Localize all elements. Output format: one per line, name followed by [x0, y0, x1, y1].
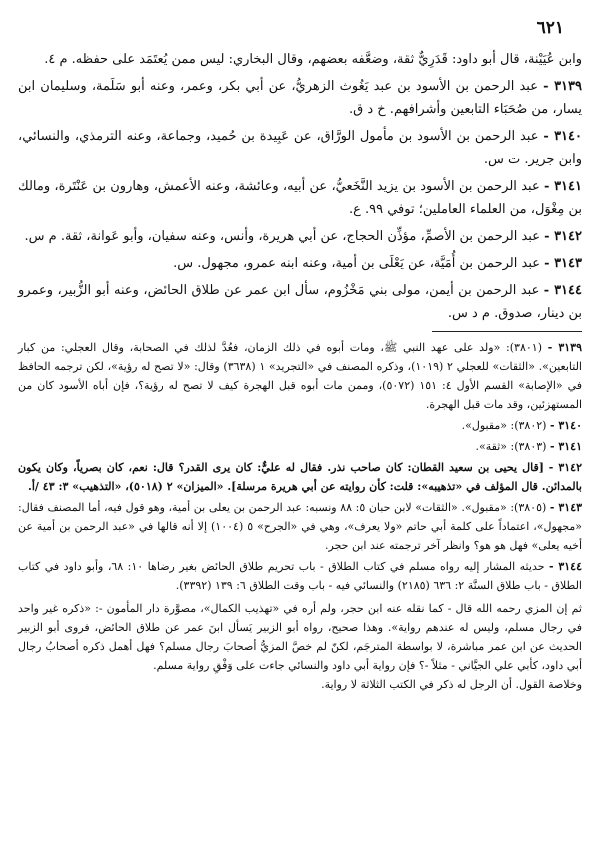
entry-text: عبد الرحمن بن الأسود بن عبد يَغُوث الزهريُّ، عن أبي بكر، وعمر، وعنه أبو سَلَمة، وسليمان ابن يسار، من صُحَبَاء التابعين وأشرافهم. خ د ق. — [18, 79, 582, 117]
entry-number: ٣١٤٣ - — [544, 256, 582, 271]
entry-3141 — [18, 175, 582, 221]
commentary-summary: وخلاصة القول. أن الرجل له ذكر في الكتب الثلاثة لا رواية. — [321, 678, 582, 691]
entry-3144 — [18, 279, 582, 325]
entry-continuation: وابن عُيَيْنة، قال أبو داود: قَدَرِيٌّ ثقة، وضعَّفه بعضهم، وقال البخاري: ليس ممن يُعتَمَد على حفظه. م ٤. — [44, 52, 582, 67]
entry-text: عبد الرحمن بن أيمن، مولى بني مَخْزُوم، سأل ابن عمر عن طلاق الحائض، وعنه أبو الزُّبير، وعمرو بن دينار، صدوق. م د س. — [18, 283, 582, 321]
footnote-text: (٣٨٠٥): «مقبول». «الثقات» لابن حبان ٥: ٨٨ ونسبه: عبد الرحمن بن يعلى بن أمية، وهو قول فيه، أما المصنف فقال: «مجهول»، اعتماداً على كلمة أبي حاتم «ولا يعرف»، وهي في «الجرح» ٥ (١٠٠٤) إلا أنه قالها في «عبد الرحمن بن أمية عن أخيه يعلى» فهل هو هو؟ وانظر آخر ترجمته عند ابن حجر. — [18, 501, 582, 552]
footnote-3144 — [18, 557, 582, 595]
entry-number: ٣١٤٠ - — [543, 129, 583, 144]
entry-text: عبد الرحمن بن أُمَيَّة، عن يَعْلَى بن أمية، وعنه ابنه عمرو، مجهول. س. — [173, 256, 540, 271]
footnote-text: (٣٨٠٢): «مقبول». — [461, 419, 547, 432]
page-number: ٦٢١ — [536, 18, 564, 38]
footnote-3140 — [18, 416, 582, 435]
entry-text: عبد الرحمن بن الأصمِّ، مؤذِّن الحجاج، عن أبي هريرة، وأنس، وعنه سفيان، وأبو عَوانة، ثقة. م س. — [24, 229, 540, 244]
entry-number: ٣١٣٩ - — [543, 79, 582, 94]
footnote-3141 — [18, 437, 582, 456]
footnote-3143 — [18, 498, 582, 555]
footnote-text: [قال يحيى بن سعيد القطان: كان صاحب نذر. فقال له عليٌّ: كان يرى القدر؟ قال: نعم، كان بصرياً، وكان يكون بالمدائن. قال المؤلف في «تذهيبه»: قلت: كأن روايته عن أبي هريرة مرسلة]. «الميزان» ٢ (٥٠١٨)، «التذهيب» ٣: ٤٣ /أ. — [18, 461, 582, 493]
entry-3143 — [18, 252, 582, 275]
footnote-number: ٣١٤٣ - — [549, 501, 583, 514]
footnote-text: (٣٨٠١): «ولد على عهد النبي ﷺ، ومات أبوه في ذلك الزمان، فعُدَّ لذلك في الصحابة، وقال العجلي: من كبار التابعين». «الثقات» للعجلي ٢ (١٠١٩)، وذكره المصنف في «التجريد» ١ (٣٦٣٨) وقال: «لا تصح له رؤية»، لكن ترجمه الحافظ في «الإصابة» القسم الأول ٤: ١٥١ (٥٠٧٢)، وممن مات أبوه قبل الهجرة كيف لا تصح له رؤية؟، فإن أباه الأسود كان من المستهزئين، وقد مات قبل الهجرة. — [18, 341, 583, 411]
footnote-number: ٣١٤١ - — [549, 440, 582, 453]
footnote-3139 — [18, 338, 582, 414]
entry-3139 — [18, 75, 582, 121]
footnote-number: ٣١٤٤ - — [548, 560, 582, 573]
biography-entries — [18, 48, 582, 325]
footnote-divider — [432, 331, 582, 332]
commentary-paragraph: ثم إن المزي رحمه الله قال - كما نقله عنه ابن حجر، ولم أره في «تهذيب الكمال»، مصوَّرة دار المأمون -: «ذكره غير واحد في رجال مسلم، وليس له عندهم رواية». وهذا صحيح، رواه أبو الزبير يَسأل ابنَ عمر عن طلاق الحائض، فروى أبو الزبير الحديث عن ابن عمر مباشرة، لا بواسطة المترجَم، لكنّ لم خصَّ المزيُّ أصحابَ رجال مسلم؟ فهل أهمل ذكره أصحابُ رجال أبي داود، كأبي علي الجيَّاني - مثلاً -؟ فإن رواية أبي داود والنسائي جاءت على وَفْقِ رواية مسلم. — [18, 602, 582, 672]
footnotes — [18, 338, 582, 595]
entry-3142 — [18, 225, 582, 248]
commentary-conclusion — [18, 599, 582, 694]
entry-text: عبد الرحمن بن الأسود بن مأمول الورَّاق، عن عَبِيدة بن حُميد، وجماعة، وعنه الترمذي، والنسائي، وابن جرير. ت س. — [18, 129, 582, 167]
footnote-text: حديثه المشار إليه رواه مسلم في كتاب الطلاق - باب تحريم طلاق الحائض بغير رضاها ١٠: ٦٨، وأبو داود في كتاب الطلاق - باب طلاق السنَّة ٢: ٦٣٦ (٢١٨٥) والنسائي فيه - باب وقت الطلاق ٦: ١٣٩ (٣٣٩٢). — [18, 560, 582, 592]
footnote-number: ٣١٣٩ - — [547, 341, 582, 354]
entry-number: ٣١٤١ - — [544, 179, 583, 194]
entry-text: عبد الرحمن بن الأسود بن يزيد النَّخَعيُّ، عن أبيه، وعائشة، وعنه الأعمش، وهارون بن عَنْتَرة، ومالك بن مِغْوَل، من العلماء العاملين؛ توفي ٩٩. ع. — [18, 179, 582, 217]
footnote-number: ٣١٤٠ - — [549, 419, 582, 432]
footnote-3142 — [18, 458, 582, 496]
entry-3140 — [18, 125, 582, 171]
footnote-number: ٣١٤٢ - — [548, 461, 582, 474]
entry-number: ٣١٤٤ - — [543, 283, 582, 298]
footnote-text: (٣٨٠٣): «ثقة». — [475, 440, 547, 453]
entry-number: ٣١٤٢ - — [544, 229, 582, 244]
